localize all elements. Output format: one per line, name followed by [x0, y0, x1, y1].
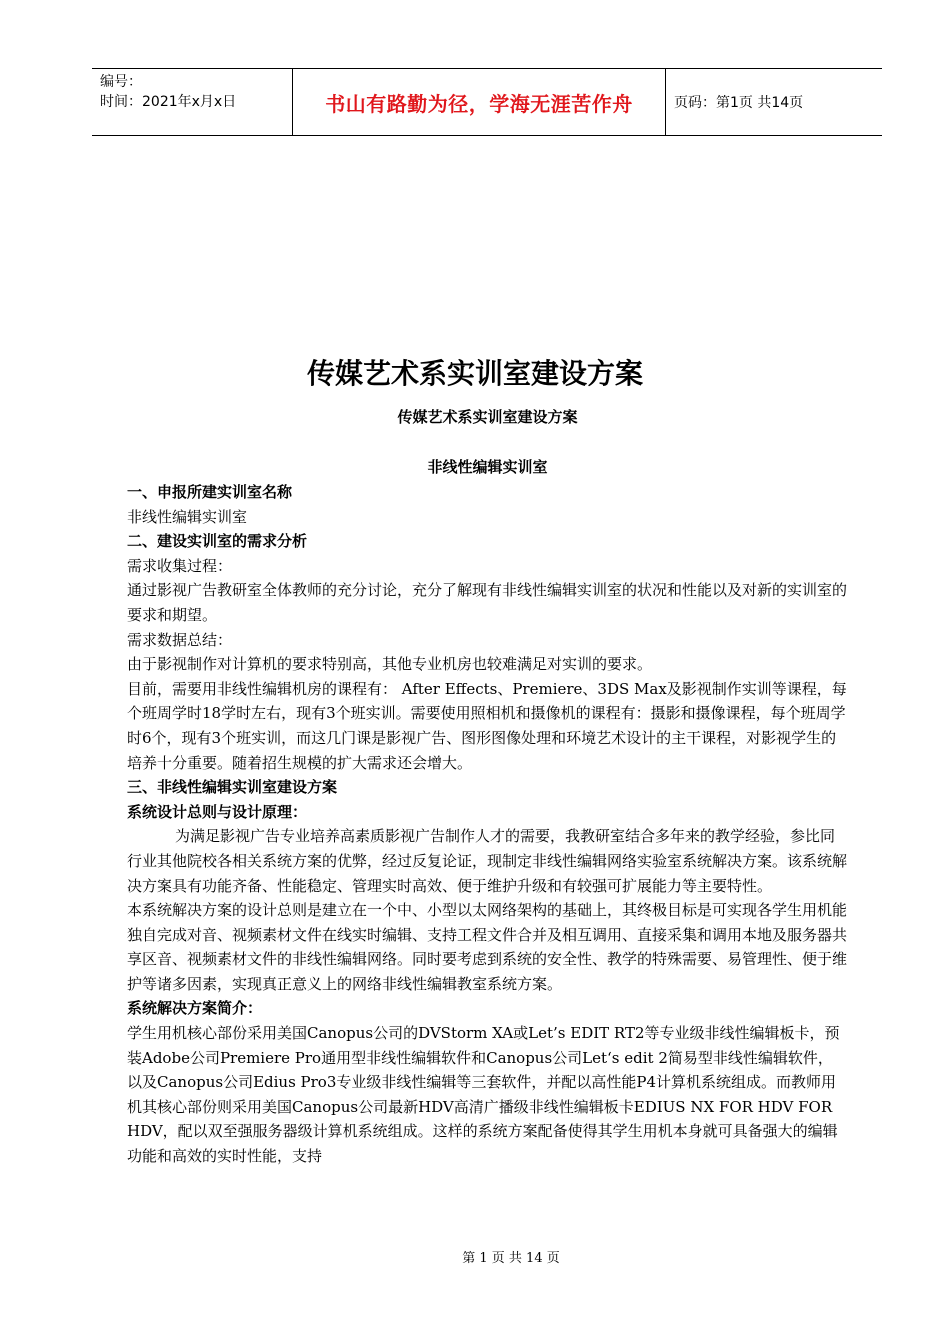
- header-motto: 书山有路勤为径，学海无涯苦作舟: [325, 91, 633, 116]
- paragraph: 由于影视制作对计算机的要求特别高，其他专业机房也较难满足对实训的要求。: [127, 655, 653, 674]
- header-motto-cell: [293, 69, 666, 135]
- section-1-heading: 一、申报所建实训室名称: [127, 483, 293, 501]
- paragraph: 学生用机核心部份采用美国Canopus公司的DVStorm XA或Let’s EDIT RT2等专业级非线性编辑板卡，预装Adobe公司Premiere Pro通用型非线性编辑软件和Canopus公司Let‘s edit 2简易型非线性编辑软件，以及Canopus公司Edius Pro3专业级非线性编辑等三套软件，并配以高性能P4计算机系统组成。而教师用机其核心部份则采用美国Canopus公司最新HDV高清广播级非线性编辑板卡EDIUS NX FOR HDV FOR HDV，配以双至强服务器级计算机系统组成。这样的系统方案配备使得其学生用机本身就可具备强大的编辑功能和高效的实时性能，支持: [127, 1024, 840, 1166]
- document-title: 传媒艺术系实训室建设方案: [306, 357, 643, 390]
- page-footer: 第 1 页 共 14 页: [462, 1251, 560, 1266]
- header-meta: [92, 69, 293, 135]
- paragraph: 需求收集过程：: [127, 556, 233, 575]
- section-3-heading: 三、非线性编辑实训室建设方案: [127, 778, 338, 797]
- paragraph: 通过影视广告教研室全体教师的充分讨论，充分了解现有非线性编辑实训室的状况和性能以及对新的实训室的要求和期望。: [127, 581, 848, 624]
- section-1-text: 非线性编辑实训室: [127, 507, 248, 526]
- document-time: 时间：2021年x月x日: [100, 94, 237, 110]
- document-subtitle: 传媒艺术系实训室建设方案: [397, 408, 578, 426]
- subsection-heading: 系统设计总则与设计原理：: [127, 802, 308, 821]
- paragraph: 需求数据总结：: [127, 630, 233, 649]
- lab-title: 非线性编辑实训室: [427, 458, 548, 476]
- subsection-heading: 系统解决方案简介：: [127, 999, 263, 1018]
- document-number: 编号：: [100, 74, 142, 90]
- header-page-info: 页码：第1页 共14页: [674, 95, 804, 111]
- document-body: [127, 480, 847, 1169]
- page-header: [92, 68, 882, 136]
- paragraph: 为满足影视广告专业培养高素质影视广告制作人才的需要，我教研室结合多年来的教学经验，参比同行业其他院校各相关系统方案的优弊，经过反复论证，现制定非线性编辑网络实验室系统解决方案。该系统解决方案具有功能齐备、性能稳定、管理实时高效、便于维护升级和有较强可扩展能力等主要特性。: [127, 827, 848, 895]
- section-2-heading: 二、建设实训室的需求分析: [127, 532, 308, 551]
- paragraph: 目前，需要用非线性编辑机房的课程有： After Effects、Premiere、3DS Max及影视制作实训等课程，每个班周学时18学时左右，现有3个班实训。需要使用照相机和摄像机的课程有：摄影和摄像课程，每个班周学时6个，现有3个班实训，而这几门课是影视广告、图形图像处理和环境艺术设计的主干课程，对影视学生的培养十分重要。随着招生规模的扩大需求还会增大。: [127, 679, 847, 772]
- paragraph: 本系统解决方案的设计总则是建立在一个中、小型以太网络架构的基础上，其终极目标是可实现各学生用机能独自完成对音、视频素材文件在线实时编辑、支持工程文件合并及相互调用、直接采集和调用本地及服务器共享区音、视频素材文件的非线性编辑网络。同时要考虑到系统的安全性、教学的特殊需要、易管理性、便于维护等诸多因素，实现真正意义上的网络非线性编辑教室系统方案。: [127, 901, 848, 993]
